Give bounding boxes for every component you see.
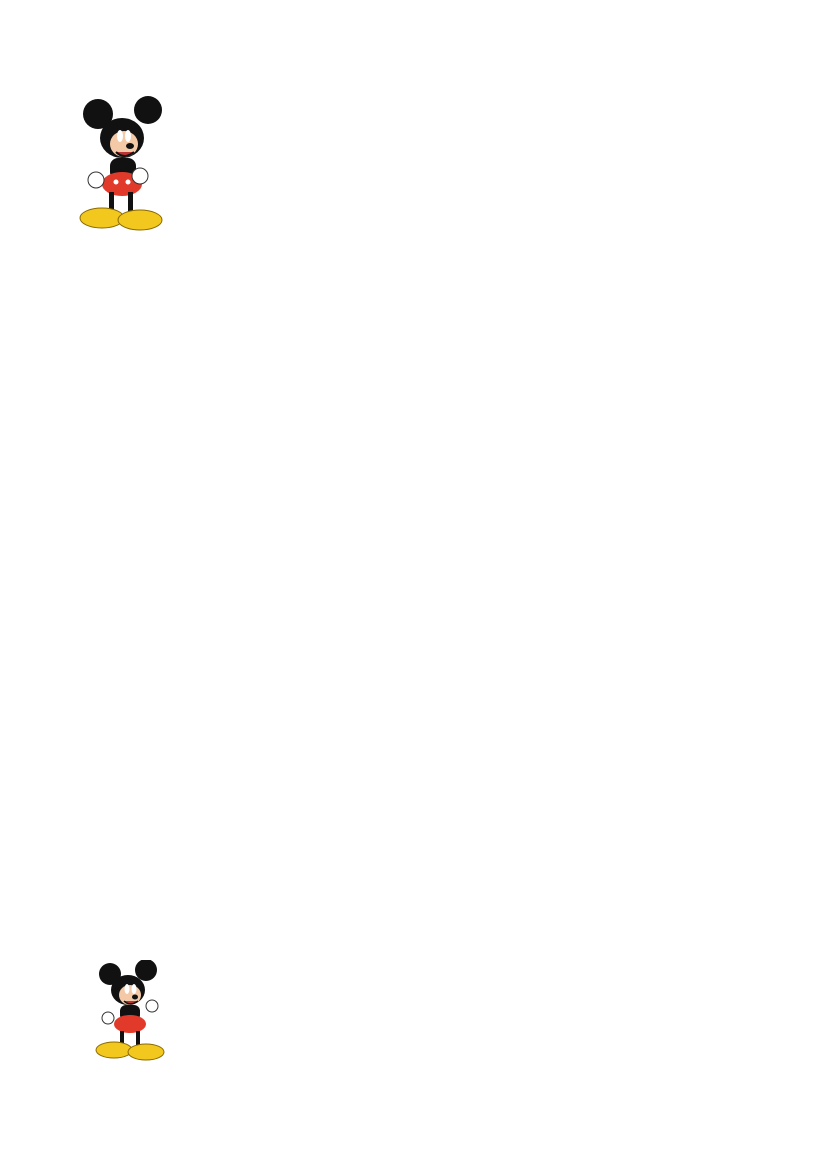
exercise-item [79,870,639,892]
exercise-item [79,824,639,846]
mickey-mouse-top-icon [76,96,172,236]
exercise-item [79,684,639,706]
exercise-item [79,638,639,660]
exercise-item [79,731,639,753]
exercise-item [79,777,639,799]
mickey-mouse-bottom-icon [92,960,172,1062]
exercise-item [79,917,639,939]
